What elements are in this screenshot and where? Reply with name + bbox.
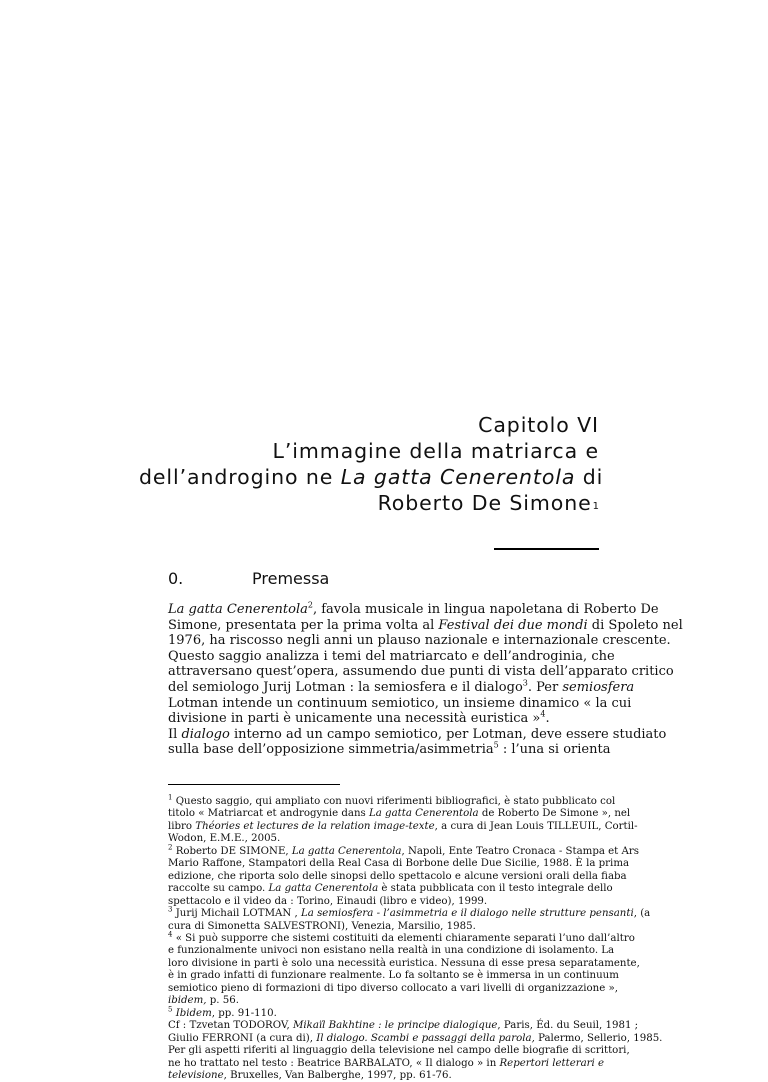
text-line: [168, 741, 611, 758]
text-run: Questo saggio, qui ampliato con nuovi riferimenti bibliografici, è stato pubblicato col: [172, 796, 616, 807]
text-line: [168, 970, 619, 982]
text-line: [168, 664, 674, 680]
text-run: e funzionalmente univoci non esistano nella realtà in una condizione di isolamento. La: [168, 945, 615, 957]
text-line: [168, 870, 627, 883]
text-line: [168, 921, 600, 933]
chapter-title-note-ref: 1: [592, 501, 599, 512]
text-run: divisione in parti è unicamente una necessità euristica »: [168, 711, 541, 727]
body-text: [168, 600, 683, 758]
italic-run: Repertori letterari e: [499, 1057, 605, 1069]
text-line: [168, 820, 638, 833]
italic-run: televisione: [168, 1069, 224, 1081]
chapter-title-author: Roberto De Simone: [377, 491, 592, 515]
footnote-5: [168, 1005, 663, 1082]
text-line: [168, 905, 651, 920]
text-run: .: [545, 711, 550, 727]
text-line: [168, 957, 640, 970]
text-run: , Bruxelles, Van Balberghe, 1997, pp. 61-76.: [223, 1069, 452, 1081]
text-run: interno ad un campo semiotico, per Lotman, deve essere studiato: [229, 726, 667, 742]
text-line: [168, 896, 600, 908]
text-line: [168, 833, 600, 845]
text-run: 1976, ha riscosso negli anni un plauso nazionale e internazionale crescente.: [168, 633, 671, 649]
text-line: [168, 843, 639, 858]
text-run: . Per: [527, 679, 563, 695]
text-run: Mario Raffone, Stampatori della Real Casa di Borbone delle Due Sicilie, 1988. È la prima: [168, 858, 630, 870]
text-line: [168, 617, 683, 634]
text-line: [168, 883, 613, 895]
italic-run: La gatta Cenerentola: [368, 808, 479, 820]
text-line: [168, 1020, 639, 1032]
text-run: semiotico pieno di formazioni di tipo diverso collocato a vari livelli di organizzazione »,: [168, 982, 618, 994]
chapter-title-line-2-end: di: [575, 465, 604, 489]
chapter-title-line-1: L’immagine della matriarca e: [272, 439, 599, 463]
footnote-3: [168, 905, 651, 933]
text-line: [168, 678, 635, 696]
footnote-1: [168, 793, 638, 846]
italic-run: La semiosfera - l’asimmetria e il dialogo nelle strutture pensanti: [301, 908, 634, 920]
paragraph-1: [168, 600, 683, 649]
text-run: , (a: [633, 908, 651, 920]
text-run: del semiologo Jurij Lotman : la semiosfera e il dialogo: [168, 679, 523, 695]
text-run: Wodon, E.M.E., 2005.: [168, 833, 281, 845]
text-run: , Paris, Éd. du Seuil, 1981 ;: [497, 1020, 639, 1032]
text-run: ne ho trattato nel testo : Beatrice BARBALATO, « Il dialogo » in: [168, 1057, 500, 1069]
italic-run: Ibidem: [175, 1007, 212, 1019]
text-run: Simone, presentata per la prima volta al: [168, 617, 439, 633]
text-line: [168, 711, 598, 727]
text-run: Per gli aspetti riferiti al linguaggio della televisione nel campo delle biografie di scrittori,: [168, 1045, 630, 1057]
italic-run: semiosfera: [562, 679, 635, 695]
chapter-label: Capitolo VI: [478, 413, 599, 437]
note-ref: 1: [168, 793, 173, 802]
text-line: [168, 1005, 600, 1020]
text-line: [168, 995, 600, 1007]
note-ref: 2: [307, 600, 313, 610]
text-run: , a cura di Jean Louis TILLEUIL, Cortil-: [434, 820, 638, 832]
text-run: de Roberto De Simone », nel: [478, 808, 631, 820]
text-run: Roberto DE SIMONE,: [172, 845, 292, 857]
chapter-title-line-2-start: dell’androgino ne: [139, 465, 341, 489]
text-line: [168, 726, 667, 743]
italic-run: Il dialogo. Scambi e passaggi della parola,: [316, 1032, 535, 1044]
note-ref: 5: [493, 741, 499, 751]
text-run: è in grado infatti di funzionare realmente. Lo fa soltanto se è immersa in un continuum: [168, 970, 619, 982]
text-run: Cf : Tzvetan TODOROV,: [168, 1020, 293, 1032]
note-ref: 4: [540, 709, 546, 719]
text-line: [168, 1057, 605, 1070]
section-title: Premessa: [252, 569, 330, 588]
text-line: [168, 695, 632, 712]
italic-run: dialogo: [181, 726, 230, 742]
text-run: « Si può supporre che sistemi costituiti da elementi chiaramente separati l’uno dall’altro: [172, 932, 635, 944]
text-run: : l’una si orienta: [498, 742, 611, 758]
section-number: 0.: [168, 569, 184, 588]
text-line: [168, 930, 635, 945]
text-run: titolo « Matriarcat et androgynie dans: [168, 808, 369, 820]
footnote-separator: [168, 784, 340, 785]
title-rule: [494, 548, 599, 550]
italic-run: Théories et lectures de la relation image-texte: [195, 820, 435, 832]
footnote-4: [168, 930, 640, 1008]
text-run: è stata pubblicata con il testo integrale dello: [378, 883, 613, 895]
text-run: Jurij Michail LOTMAN ,: [172, 908, 301, 920]
text-line: [168, 808, 631, 820]
text-line: [168, 1045, 630, 1057]
paragraph-2: [168, 648, 674, 727]
note-ref: 3: [522, 678, 528, 688]
text-run: attraversano quest’opera, assumendo due punti di vista dell’apparato critico: [168, 664, 674, 680]
chapter-title-work: La gatta Cenerentola: [340, 465, 576, 489]
text-run: libro: [168, 820, 196, 832]
paragraph-3: [168, 726, 667, 758]
text-line: [168, 982, 618, 995]
text-run: , pp. 91-110.: [211, 1007, 277, 1019]
text-run: Lotman intende un continuum semiotico, un insieme dinamico « la cui: [168, 695, 632, 711]
text-run: di Spoleto nel: [587, 617, 683, 633]
text-run: cura di Simonetta SALVESTRONI), Venezia, Marsilio, 1985.: [168, 920, 476, 932]
footnote-2: [168, 843, 639, 908]
italic-run: La gatta Cenerentola: [291, 845, 402, 857]
text-line: [168, 1070, 600, 1082]
text-line: [168, 600, 659, 618]
text-run: raccolte su campo.: [168, 883, 269, 895]
chapter-heading: [139, 412, 604, 516]
italic-run: La gatta Cenerentola: [268, 883, 379, 895]
italic-run: Festival dei due mondi: [438, 617, 588, 633]
note-ref: 4: [168, 930, 173, 939]
note-ref: 3: [168, 905, 173, 914]
text-run: sulla base dell’opposizione simmetria/asimmetria: [168, 742, 494, 758]
text-line: [168, 633, 671, 649]
italic-run: Mikaïl Bakhtine : le principe dialogique: [292, 1020, 498, 1032]
note-ref: 5: [168, 1005, 173, 1014]
text-run: , Napoli, Ente Teatro Cronaca - Stampa et Ars: [401, 845, 639, 857]
italic-run: La gatta Cenerentola: [168, 602, 308, 617]
text-run: Il: [168, 726, 182, 742]
text-line: [168, 793, 616, 808]
text-line: [168, 945, 615, 957]
note-ref: 2: [168, 843, 173, 852]
footnotes: [168, 793, 663, 1082]
text-run: spettacolo e il video da : Torino, Einaudi (libro e video), 1999.: [168, 895, 488, 907]
text-line: [168, 858, 630, 870]
text-line: [168, 648, 615, 665]
text-run: Questo saggio analizza i temi del matriarcato e dell’androginia, che: [168, 648, 615, 664]
text-run: Giulio FERRONI (a cura di),: [168, 1032, 317, 1044]
text-run: loro divisione in parti è solo una necessità euristica. Nessuna di esse presa separatamente,: [168, 957, 640, 969]
text-line: [168, 1032, 663, 1045]
chapter-title-line-2: [139, 464, 604, 490]
text-run: edizione, che riporta solo delle sinopsi dello spettacolo e alcune versioni orali della fiaba: [168, 870, 627, 882]
text-run: p. 56.: [206, 995, 239, 1007]
chapter-title-line-3: [139, 490, 599, 516]
italic-run: ibidem,: [168, 995, 207, 1007]
text-run: Palermo, Sellerio, 1985.: [534, 1032, 663, 1044]
text-run: , favola musicale in lingua napoletana di Roberto De: [312, 602, 659, 617]
